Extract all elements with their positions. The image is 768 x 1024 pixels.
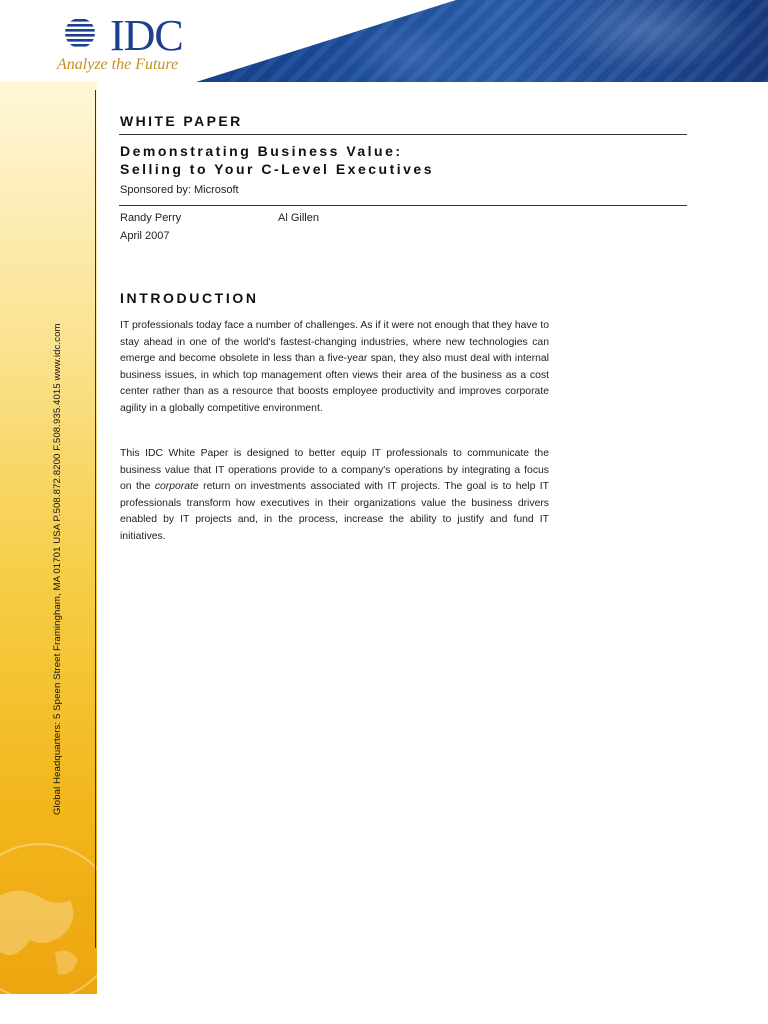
sidebar-divider: [95, 90, 96, 948]
brand-name: IDC: [110, 11, 183, 60]
left-sidebar: [0, 82, 97, 994]
globe-watermark-icon: [0, 842, 97, 994]
author-name: Randy Perry: [120, 212, 182, 224]
idc-globe-logo-icon: [57, 17, 103, 49]
title-line-2: Selling to Your C-Level Executives: [120, 161, 434, 177]
intro-paragraph: IT professionals today face a number of challenges. As if it were not enough that they have to stay ahead in one of the world's fastest-changing industries, where new technologies can emerge and become obsolete in less than a five-year span, they also must deal with internal business issues, in which top management often views their area of the business as a cost center rather than as a resource that boosts employee productivity and improves corporate agility in a globally competitive environment.: [120, 320, 549, 414]
brand-tagline: Analyze the Future: [57, 56, 179, 73]
emphasis-text: corporate: [154, 481, 199, 492]
document-title: [120, 142, 434, 178]
title-line-1: Demonstrating Business Value:: [120, 143, 403, 159]
divider-rule: [119, 205, 687, 206]
hq-address: Global Headquarters: 5 Speen Street Framingham, MA 01701 USA P.508.872.8200 F.508.935.4015 www.idc.com: [52, 323, 63, 815]
header-banner: [0, 0, 768, 82]
author-name: Al Gillen: [278, 212, 319, 224]
paragraph-text: return on investments associated with IT projects. The goal is to help IT professionals transform how executives in their organizations value the business drivers enabled by IT projects and, in the process, increase the ability to justify and fund IT initiatives.: [120, 481, 549, 542]
paragraph-text: This IDC White Paper is designed to better equip IT professionals to communicate the business value that IT operations provide to a company's operations by integrating a focus on the: [120, 448, 549, 492]
sponsor-text: Sponsored by: Microsoft: [120, 184, 239, 196]
section-heading: INTRODUCTION: [120, 290, 259, 306]
divider-rule: [119, 134, 687, 135]
publication-date: April 2007: [120, 230, 170, 242]
banner-diagonal: [196, 0, 456, 82]
intro-paragraph: [120, 446, 549, 545]
document-type-label: WHITE PAPER: [120, 113, 243, 129]
